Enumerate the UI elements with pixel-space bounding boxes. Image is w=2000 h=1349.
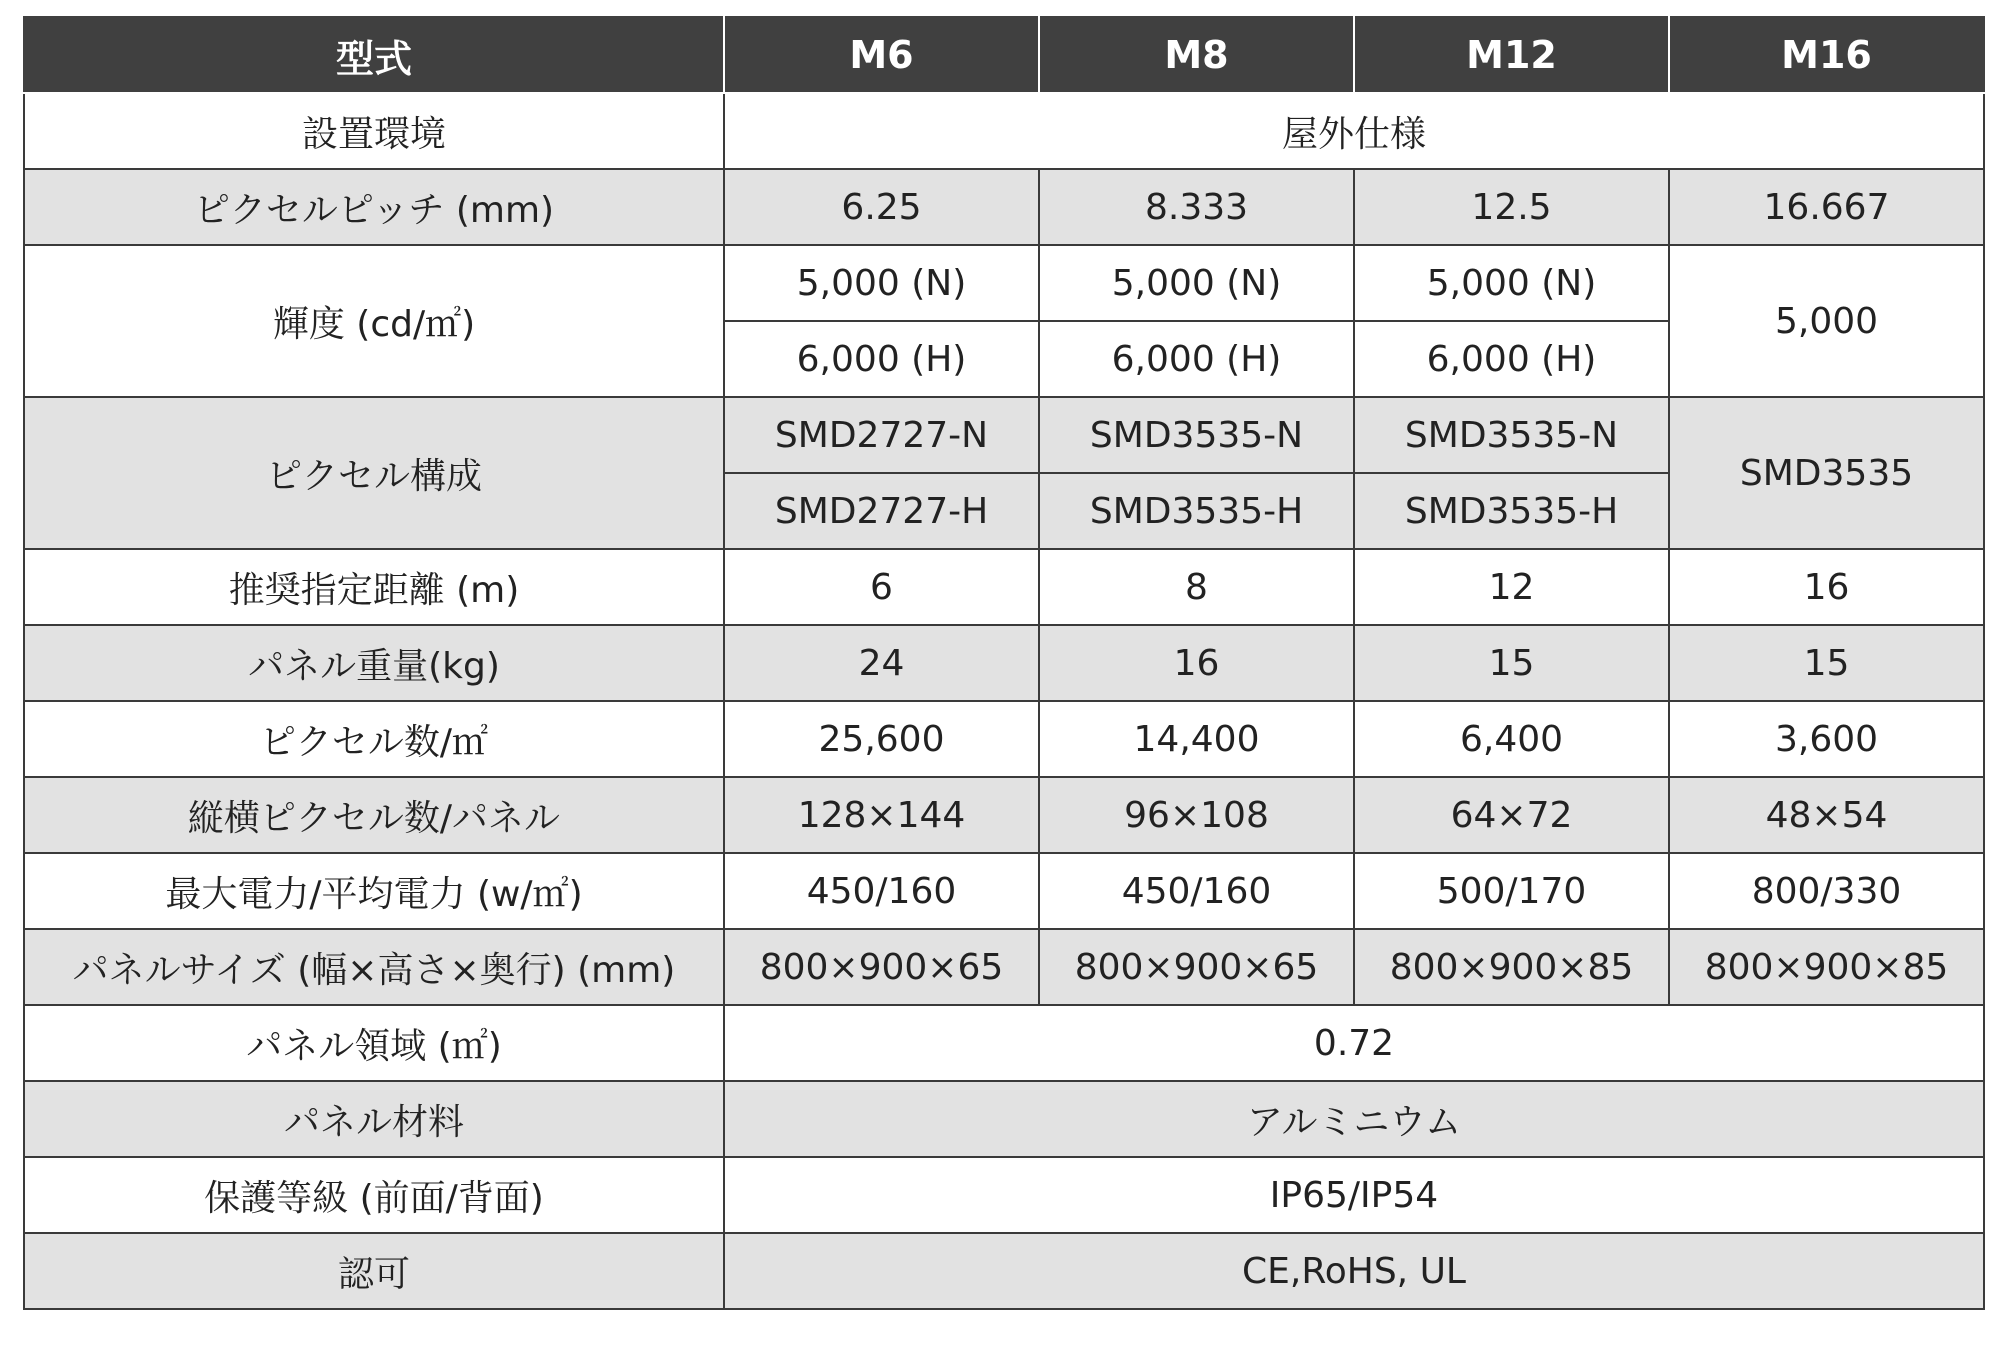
spec-table [23,16,1985,1310]
row-pixel-config-n [24,397,1984,473]
protection-value: IP65/IP54 [724,1157,1984,1233]
cell-m16: 800×900×85 [1669,929,1984,1005]
cell-m6-h: SMD2727-H [724,473,1039,549]
row-label: 推奨指定距離 (m) [24,549,724,625]
cell-m12: 6,400 [1354,701,1669,777]
row-protection [24,1157,1984,1233]
cell-m16: SMD3535 [1669,397,1984,549]
cell-m6: 800×900×65 [724,929,1039,1005]
row-install [24,93,1984,169]
row-label: 縦横ピクセル数/パネル [24,777,724,853]
cell-m16: 800/330 [1669,853,1984,929]
header-row [24,17,1984,93]
cell-m8: 450/160 [1039,853,1354,929]
cell-m8-n: 5,000 (N) [1039,245,1354,321]
row-distance [24,549,1984,625]
row-label: ピクセル構成 [24,397,724,549]
row-label: パネルサイズ (幅×高さ×奥行) (mm) [24,929,724,1005]
row-pitch [24,169,1984,245]
cell-m8: 8 [1039,549,1354,625]
row-panel-size [24,929,1984,1005]
cell-m8-h: 6,000 (H) [1039,321,1354,397]
panel-area-value: 0.72 [724,1005,1984,1081]
cell-m8: 16 [1039,625,1354,701]
row-label: パネル領域 (㎡) [24,1005,724,1081]
row-label: ピクセルピッチ (mm) [24,169,724,245]
row-label: パネル重量(kg) [24,625,724,701]
cell-m8-h: SMD3535-H [1039,473,1354,549]
cell-m12: 12.5 [1354,169,1669,245]
cell-m12-n: SMD3535-N [1354,397,1669,473]
cell-m12: 800×900×85 [1354,929,1669,1005]
header-m16: M16 [1669,17,1984,93]
row-pixels-per-m2 [24,701,1984,777]
install-value: 屋外仕様 [724,93,1984,169]
row-material [24,1081,1984,1157]
cell-m16: 15 [1669,625,1984,701]
row-power [24,853,1984,929]
cell-m6: 450/160 [724,853,1039,929]
cell-m6: 6.25 [724,169,1039,245]
header-m8: M8 [1039,17,1354,93]
cell-m6: 25,600 [724,701,1039,777]
cell-m12-h: SMD3535-H [1354,473,1669,549]
cell-m6: 6 [724,549,1039,625]
cell-m12-h: 6,000 (H) [1354,321,1669,397]
cell-m6: 24 [724,625,1039,701]
row-label: 保護等級 (前面/背面) [24,1157,724,1233]
row-pixels-per-panel [24,777,1984,853]
cell-m6-n: SMD2727-N [724,397,1039,473]
cell-m16: 48×54 [1669,777,1984,853]
row-label: 輝度 (cd/㎡) [24,245,724,397]
row-brightness-n [24,245,1984,321]
cell-m6-h: 6,000 (H) [724,321,1039,397]
cell-m12: 12 [1354,549,1669,625]
cell-m8: 96×108 [1039,777,1354,853]
row-label: パネル材料 [24,1081,724,1157]
row-certification [24,1233,1984,1309]
cell-m16: 5,000 [1669,245,1984,397]
row-label: 設置環境 [24,93,724,169]
cell-m8: 800×900×65 [1039,929,1354,1005]
cell-m6: 128×144 [724,777,1039,853]
cell-m6-n: 5,000 (N) [724,245,1039,321]
cell-m8: 8.333 [1039,169,1354,245]
cell-m16: 16 [1669,549,1984,625]
material-value: アルミニウム [724,1081,1984,1157]
row-label: ピクセル数/㎡ [24,701,724,777]
header-m12: M12 [1354,17,1669,93]
header-model: 型式 [24,17,724,93]
cell-m16: 16.667 [1669,169,1984,245]
cell-m12-n: 5,000 (N) [1354,245,1669,321]
cell-m8: 14,400 [1039,701,1354,777]
row-label: 最大電力/平均電力 (w/㎡) [24,853,724,929]
cell-m12: 15 [1354,625,1669,701]
cell-m12: 64×72 [1354,777,1669,853]
cell-m16: 3,600 [1669,701,1984,777]
header-m6: M6 [724,17,1039,93]
row-label: 認可 [24,1233,724,1309]
row-weight [24,625,1984,701]
certification-value: CE,RoHS, UL [724,1233,1984,1309]
row-panel-area [24,1005,1984,1081]
cell-m12: 500/170 [1354,853,1669,929]
cell-m8-n: SMD3535-N [1039,397,1354,473]
